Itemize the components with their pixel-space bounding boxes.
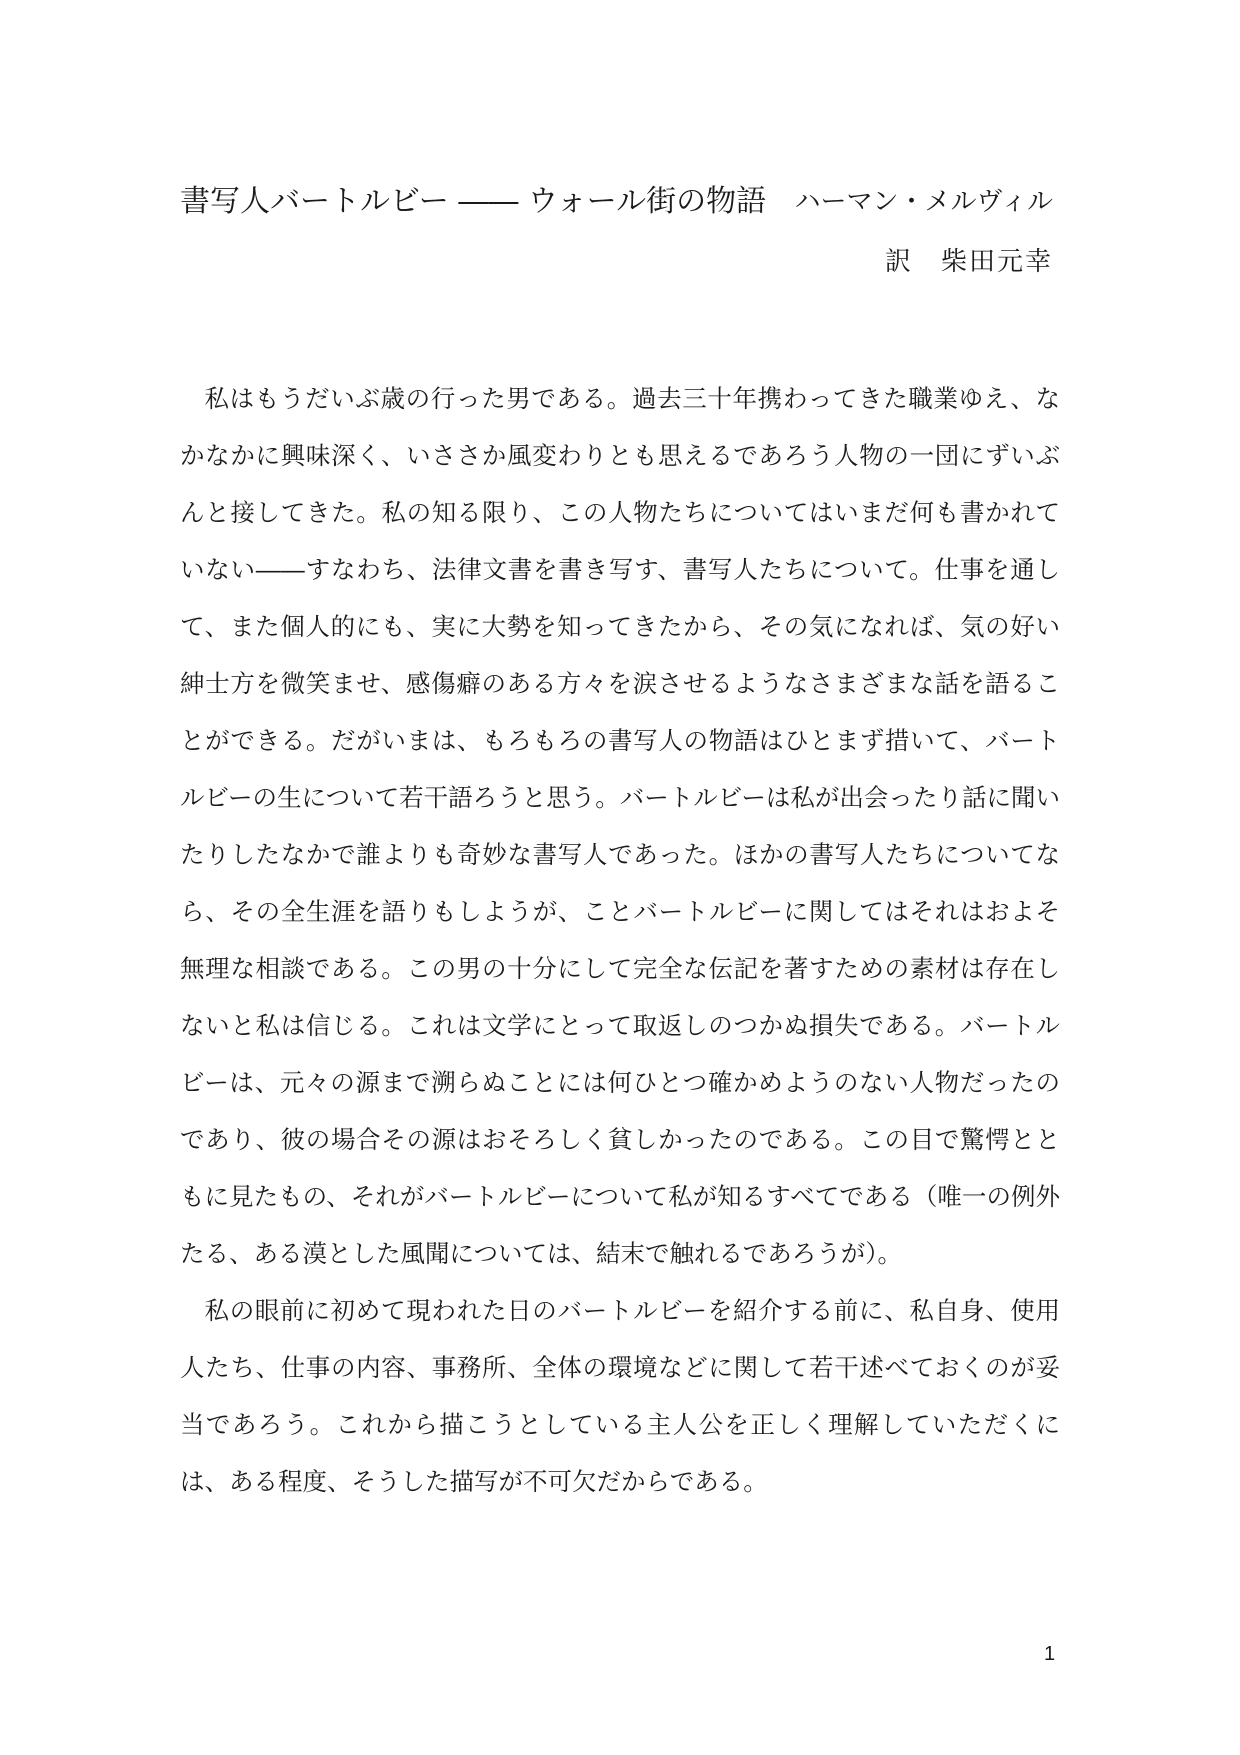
body-text [180,370,1060,1510]
translator-credit: 訳 柴田元幸 [884,247,1053,277]
paragraph: 私はもうだいぶ歳の行った男である。過去三十年携わってきた職業ゆえ、なかなかに興味深く、いささか風変わりとも思えるであろう人物の一団にずいぶんと接してきた。私の知る限り、この人物たちについてはいまだ何も書かれていない――すなわち、法律文書を書き写す、書写人たちについて。仕事を通して、また個人的にも、実に大勢を知ってきたから、その気になれば、気の好い紳士方を微笑ませ、感傷癖のある方々を涙させるようなさまざまな話を語ることができる。だがいまは、もろもろの書写人の物語はひとまず措いて、バートルビーの生について若干語ろうと思う。バートルビーは私が出会ったり話に聞いたりしたなかで誰よりも奇妙な書写人であった。ほかの書写人たちについてなら、その全生涯を語りもしようが、ことバートルビーに関してはそれはおよそ無理な相談である。この男の十分にして完全な伝記を著すための素材は存在しないと私は信じる。これは文学にとって取返しのつかぬ損失である。バートルビーは、元々の源まで溯らぬことには何ひとつ確かめようのない人物だったのであり、彼の場合その源はおそろしく貧しかったのである。この目で驚愕とともに見たもの、それがバートルビーについて私が知るすべてである（唯一の例外たる、ある漠とした風聞については、結末で触れるであろうが）。 [180,384,1060,1268]
author-name: ハーマン・メルヴィル [794,187,1053,217]
paragraph: 私の眼前に初めて現われた日のバートルビーを紹介する前に、私自身、使用人たち、仕事の内容、事務所、全体の環境などに関して若干述べておくのが妥当であろう。これから描こうとしている主人公を正しく理解していただくには、ある程度、そうした描写が不可欠だからである。 [180,1296,1060,1496]
document-title: 書写人バートルビー ―― ウォール街の物語 [180,184,767,219]
title-line [180,180,1060,224]
page-number: 1 [1044,1643,1056,1665]
